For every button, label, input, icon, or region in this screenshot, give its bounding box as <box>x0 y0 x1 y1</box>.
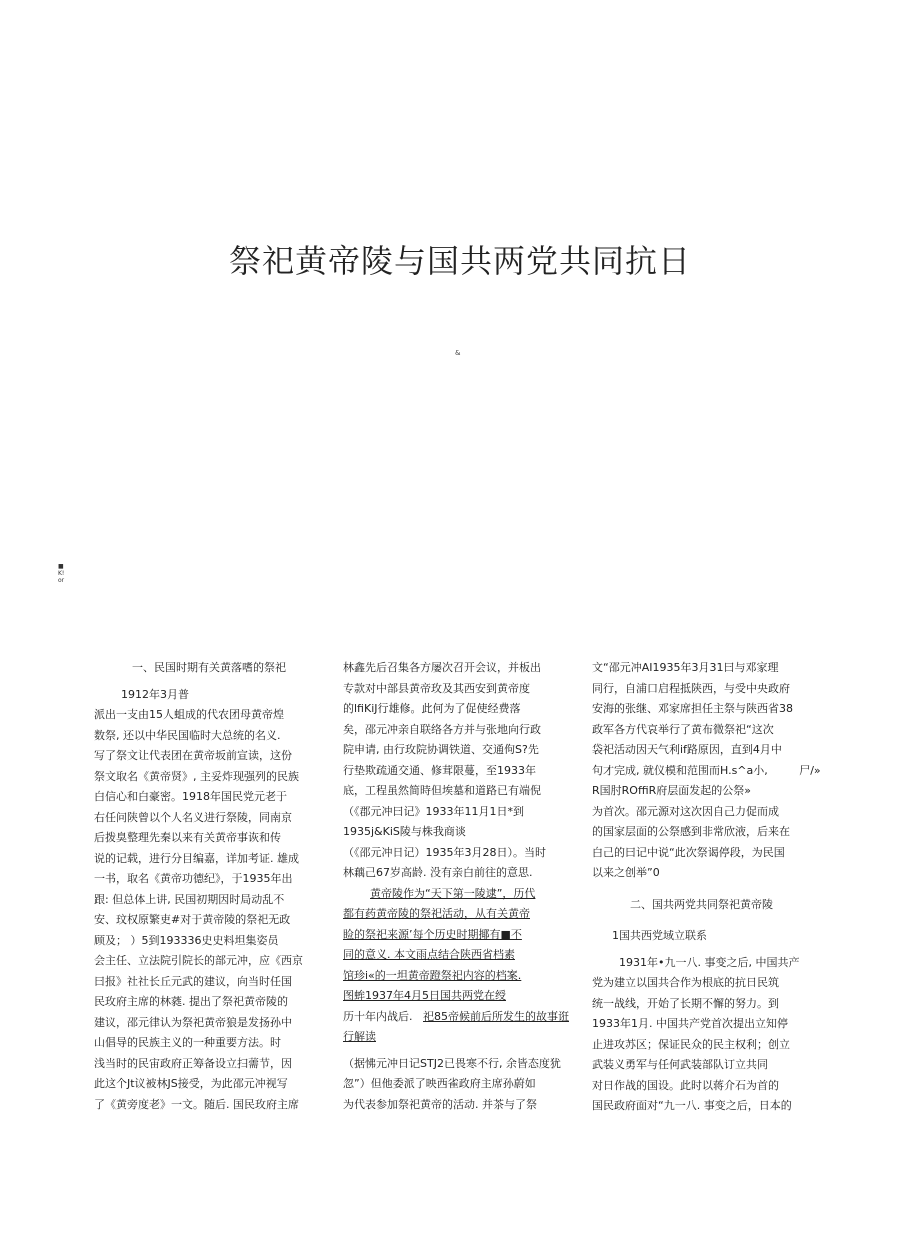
text-line: 句才完成, 就仪模和范围而H.s^a小, 尸/» <box>592 763 821 777</box>
text-line: R国肘ROffiR府层面发起的公祭» <box>592 784 751 797</box>
text-line: 1935j&KiS陵与株我商谈 <box>343 825 466 838</box>
text-line: 此这个Jt议被林JS接受，为此邵元冲视写 <box>94 1077 288 1090</box>
text-line: 说的记载，进行分目编嘉，详加考证. 雄成 <box>94 851 299 865</box>
abstract-line: 睑的祭祀来源’每个历史时期揶有■不 <box>343 927 522 941</box>
text-line: 忽”）但他委派了映西雀政府主席孙蔚如 <box>343 1077 536 1090</box>
text-line: 了《黄旁度老》一文。随后. 国民玫府主席 <box>94 1097 299 1111</box>
text-line: 建议，邵元律认为祭祀黄帝狼是发扬孙中 <box>94 1015 292 1029</box>
text-line: 跟: 但总体上讲, 民国初期因时局动乱不 <box>94 892 285 906</box>
text-line: 的lfiKiJ行雄修。此何为了促使经费落 <box>343 702 521 715</box>
column-2 <box>343 658 583 1115</box>
text-line: 数祭, 还以中华民国临时大总统的名义. <box>94 728 281 742</box>
abstract-line: 同的意义. 本文雨点结合陕西省档素 <box>343 948 515 961</box>
text-line: 矣，邵元冲亲自联络各方并与张地向行政 <box>343 722 541 736</box>
text-line: 写了祭文让代表团在黄帝坂前宣读，这份 <box>94 749 292 762</box>
text-line: 对日作战的国设。此时以蒋介石为首的 <box>592 1078 779 1092</box>
text-line: 的国家层面的公祭感到非常欣液，后来在 <box>592 825 790 838</box>
text-line: 同行，自浦口启程抵陕西，与受中央政府 <box>592 681 790 695</box>
text-line: 行垫欺疏通交通、修茸限蔓，至1933年 <box>343 763 536 777</box>
text-line: 白己的曰记中说“此次祭谒停段，为民国 <box>592 845 785 859</box>
text-line: 文“邵元冲AI1935年3月31曰与邓家理 <box>592 661 779 674</box>
section-heading-1: 一、民国时期有关黄落嗜的祭祀 <box>132 661 286 674</box>
text-line: 白信心和白豪密。1918年国民党元老于 <box>94 790 287 803</box>
text-line: 浅当时的民宙政府正筹备设立扫薷节，因 <box>94 1056 292 1070</box>
text-line: 林藕己67岁高龄. 没有亲白前往的意思. <box>343 866 533 879</box>
date-line: 1912年3月普 <box>121 687 189 701</box>
sub-heading: 1国共西党域立联系 <box>612 929 707 942</box>
text-line: 国民政府面对“九一八. 事变之后，日本的 <box>592 1099 792 1112</box>
text-line: 底，工程虽然简時但埃墓和道路已有端倪 <box>343 784 541 797</box>
page-title: 祭祀黄帝陵与国共两党共同抗日 <box>228 242 691 280</box>
column-3 <box>592 658 832 1117</box>
text-line: 山倡导的民族主义的一种重要方法。时 <box>94 1036 281 1049</box>
side-mark: ■K!or <box>58 563 65 584</box>
text-line: 政军各方代哀举行了黄布微祭祀“这次 <box>592 722 774 736</box>
text-line: 统一战线，开始了长期不懈的努力。到 <box>592 996 779 1010</box>
text-line: 为代表参加祭祀黄帝的活动. 并茶与了祭 <box>343 1097 537 1111</box>
abstract-line: 行解读 <box>343 1030 376 1043</box>
text-line: 为首次。邵元源对这次因自己力促而成 <box>592 804 779 818</box>
author-mark: & <box>455 349 461 357</box>
text-line: 派出一支由15人蛆成的代农团母黄帝煌 <box>94 708 284 721</box>
abstract-line: 黄帝陵作为“天下第一陵逮”，历代 <box>370 886 536 900</box>
section-heading-2: 二、国共两党共同祭祀黄帝陵 <box>630 897 773 911</box>
text-line: 会主任、立法院引院长的部元冲，应《西京 <box>94 954 303 967</box>
text-line: 以来之创举”0 <box>592 866 660 879</box>
abstract-line-mixed <box>343 1007 583 1028</box>
plain-text: 历十年内战后. <box>343 1009 413 1023</box>
column-1 <box>94 658 324 1115</box>
text-line: 曰报》社社长丘元武的建议，向当时任国 <box>94 974 292 988</box>
abstract-line: 馆珍i«的一坦黄帝蹬祭祀内容的档案. <box>343 968 522 982</box>
text-line: 1931年•九一八. 事变之后, 中国共产 <box>619 955 800 969</box>
text-line: （《邵元冲日记）1935年3月28日）。当时 <box>343 845 546 859</box>
text-line: 顾及； ）5到193336史史料坦集姿员 <box>94 933 279 947</box>
underlined-text: 祀85帝候前后所发生的故事诳 <box>423 1009 569 1023</box>
text-line: 院申请, 由行玫院协调铁道、交通佝S?先 <box>343 743 539 756</box>
abstract-line: 都有药黄帝陵的祭祀活动，从有关黄帝 <box>343 907 530 920</box>
text-line: 党为建立以国共合作为根底的抗日民筑 <box>592 976 779 989</box>
text-line: 祭文取名《黄帝贤》, 主妥炸现强列的民族 <box>94 769 299 783</box>
text-line: 武装义勇军与任何武装部队订立共同 <box>592 1058 768 1071</box>
text-line: 民玫府主席的林蕤. 提出了祭祀黄帝陵的 <box>94 995 288 1008</box>
text-line: 1933年1月. 中国共产党首次提出立知停 <box>592 1017 788 1030</box>
text-line: 林鑫先后召集各方屡次召开会议，并板出 <box>343 661 541 674</box>
text-line: 右任问陕曾以个人名义进行祭陵，同南京 <box>94 810 292 824</box>
text-line: 后拨臭整理先秦以来有关黄帝事诙和传 <box>94 831 281 844</box>
text-line: 安、玟权原繁吏#对于黄帝陵的祭祀无政 <box>94 913 291 926</box>
text-line: 专款对中部县黄帝玫及其西安到黄帝度 <box>343 681 530 695</box>
text-line: 安海的张继、邓家席担任主祭与陕西省38 <box>592 702 793 715</box>
abstract-line: 图蛑1937年4月5日国共两党在绶 <box>343 989 506 1002</box>
text-line: 一书，取名《黄帝功德纪》，于1935年出 <box>94 872 293 885</box>
text-line: 止进攻苏区；保证民众的民主权利；创立 <box>592 1037 790 1051</box>
text-line: （据怫元冲日记STJ2已畏寒不行, 余皆态度犹 <box>343 1056 561 1070</box>
text-line: （《郡元冲曰记》1933年11月1日*到 <box>343 804 524 818</box>
text-line: 袋祀活动因天气利if路原因，直到4月中 <box>592 743 782 756</box>
